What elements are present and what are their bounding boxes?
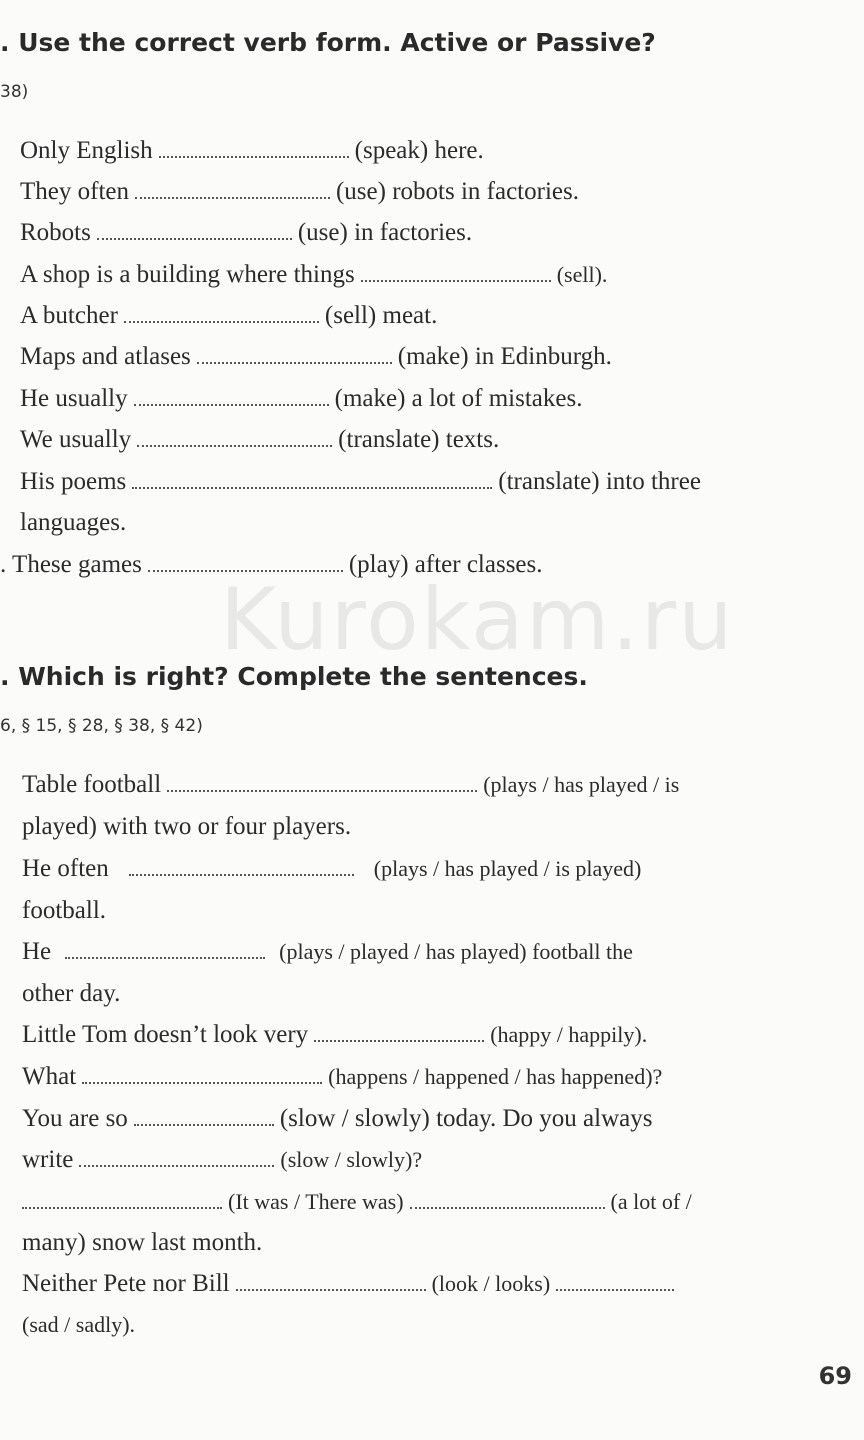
answer-blank[interactable]	[137, 428, 332, 448]
answer-blank[interactable]	[65, 940, 265, 960]
grammar-reference: 38)	[0, 82, 29, 102]
answer-blank[interactable]	[124, 304, 319, 324]
sentence-5	[20, 303, 437, 328]
verb-hint: (use) robots in factories.	[335, 178, 579, 205]
item-5	[22, 1064, 662, 1089]
answer-options: (look / looks)	[431, 1271, 551, 1296]
sentence-text: What	[22, 1063, 77, 1090]
sentence-text: You are so	[22, 1105, 128, 1132]
item-3-continued: other day.	[22, 980, 121, 1007]
sentence-text: Little Tom doesn’t look very	[22, 1021, 309, 1048]
item-8	[22, 1271, 680, 1296]
verb-hint: (sell).	[556, 262, 608, 287]
item-1-continued: played) with two or four players.	[22, 813, 352, 840]
item-6	[22, 1106, 652, 1131]
answer-blank[interactable]	[82, 1065, 322, 1085]
item-2	[22, 856, 641, 881]
sentence-8	[20, 427, 499, 452]
sentence-text: He	[22, 938, 52, 965]
verb-hint: (play) after classes.	[348, 551, 543, 578]
answer-blank[interactable]	[134, 1107, 274, 1127]
sentence-9-continued: languages.	[20, 509, 127, 536]
sentence-text: He usually	[20, 385, 128, 412]
answer-options: (happens / happened / has happened)?	[328, 1064, 663, 1089]
sentence-text: He often	[22, 855, 109, 882]
sentence-4	[20, 262, 607, 287]
answer-blank[interactable]	[167, 773, 477, 793]
sentence-9	[20, 469, 701, 494]
sentence-text: We usually	[20, 426, 132, 453]
answer-options: (slow / slowly) today. Do you always	[279, 1105, 653, 1132]
verb-hint: (translate) texts.	[338, 426, 500, 453]
answer-blank[interactable]	[79, 1148, 274, 1168]
item-8-continued: (sad / sadly).	[22, 1312, 136, 1337]
sentence-2	[20, 179, 579, 204]
sentence-text: A shop is a building where things	[20, 261, 355, 288]
answer-blank[interactable]	[236, 1272, 426, 1292]
item-3	[22, 939, 633, 964]
watermark: Kurokam.ru	[220, 570, 735, 670]
sentence-text: Robots	[20, 219, 91, 246]
verb-hint: (use) in factories.	[297, 219, 473, 246]
sentence-text: Table football	[22, 771, 162, 798]
sentence-7	[20, 386, 582, 411]
sentence-3	[20, 220, 472, 245]
item-1	[22, 772, 679, 797]
answer-options: (a lot of /	[610, 1189, 692, 1214]
answer-options: (happy / happily).	[490, 1022, 648, 1047]
exercise-title: . Which is right? Complete the sentences.	[0, 662, 588, 691]
verb-hint: (speak) here.	[354, 137, 484, 164]
answer-blank[interactable]	[556, 1272, 674, 1292]
answer-options: (plays / has played / is played)	[373, 856, 642, 881]
sentence-text: Only English	[20, 137, 153, 164]
answer-blank[interactable]	[314, 1023, 484, 1043]
page-number: 69	[818, 1362, 852, 1390]
sentence-text: His poems	[20, 468, 127, 495]
item-7	[22, 1189, 692, 1214]
verb-hint: (make) a lot of mistakes.	[334, 385, 583, 412]
sentence-text: . These games	[0, 551, 142, 578]
exercise-title: . Use the correct verb form. Active or Passive?	[0, 28, 656, 57]
verb-hint: (sell) meat.	[324, 302, 438, 329]
answer-options: (plays / has played / is	[483, 772, 680, 797]
answer-blank[interactable]	[361, 263, 551, 283]
grammar-reference: 6, § 15, § 28, § 38, § 42)	[0, 716, 203, 736]
answer-options: (plays / played / has played) football the	[279, 939, 633, 964]
sentence-1	[20, 138, 484, 163]
item-4	[22, 1022, 647, 1047]
answer-blank[interactable]	[410, 1190, 605, 1210]
answer-blank[interactable]	[159, 139, 349, 159]
answer-options: (slow / slowly)?	[280, 1147, 423, 1172]
sentence-6	[20, 344, 612, 369]
item-2-continued: football.	[22, 897, 107, 924]
verb-hint: (translate) into three	[498, 468, 701, 495]
answer-blank[interactable]	[132, 470, 492, 490]
item-7-continued: many) snow last month.	[22, 1229, 263, 1256]
sentence-text: They often	[20, 178, 129, 205]
answer-blank[interactable]	[134, 387, 329, 407]
answer-blank[interactable]	[22, 1190, 222, 1210]
sentence-text: Neither Pete nor Bill	[22, 1270, 230, 1297]
answer-options: (It was / There was)	[228, 1189, 404, 1214]
verb-hint: (make) in Edinburgh.	[397, 343, 612, 370]
answer-blank[interactable]	[135, 180, 330, 200]
sentence-text: A butcher	[20, 302, 118, 329]
sentence-text: write	[22, 1146, 74, 1173]
answer-blank[interactable]	[97, 221, 292, 241]
answer-blank[interactable]	[197, 345, 392, 365]
item-6-continued	[22, 1147, 422, 1172]
answer-blank[interactable]	[129, 857, 354, 877]
sentence-text: Maps and atlases	[20, 343, 191, 370]
